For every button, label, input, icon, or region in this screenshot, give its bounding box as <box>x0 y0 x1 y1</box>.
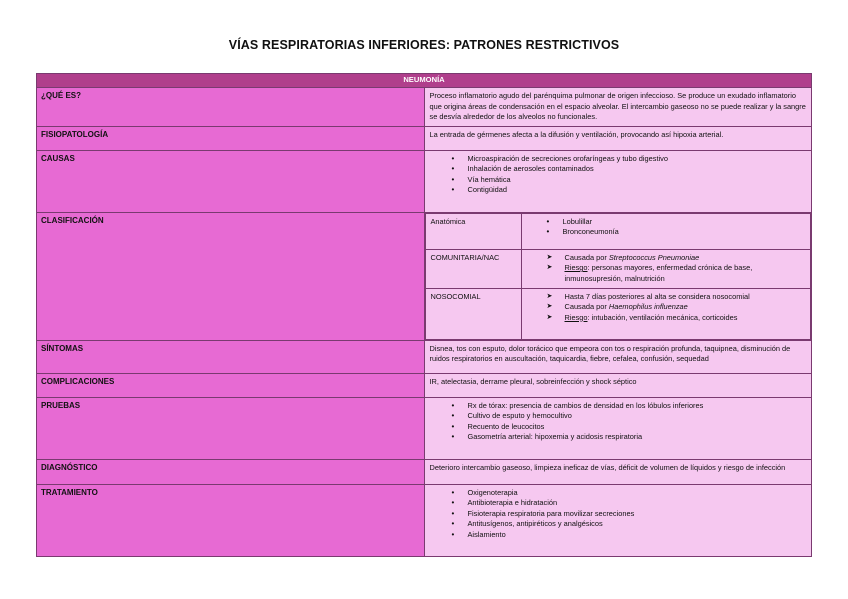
sub-value-nosocomial <box>521 288 811 339</box>
neumonia-table <box>36 73 812 557</box>
list-item: • Contigüidad <box>452 185 807 196</box>
anatomica-list <box>527 217 806 238</box>
row-causas <box>37 150 812 212</box>
page-title: VÍAS RESPIRATORIAS INFERIORES: PATRONES RESTRICTIVOS <box>228 38 620 52</box>
list-item: • Bronconeumonía <box>547 227 806 238</box>
list-item <box>547 313 806 324</box>
row-pruebas <box>37 397 812 459</box>
table-header-row <box>37 74 812 88</box>
pruebas-list <box>430 401 807 443</box>
value-sintomas: Disnea, tos con esputo, dolor torácico que empeora con tos o respiración profunda, taquipnea, disminución de ruidos respiratorios en auscultación, taquicardia, fiebre, cefalea, confusión, sequedad <box>424 340 812 373</box>
list-item: • Lobulillar <box>547 217 806 228</box>
sub-value-anatomica <box>521 213 811 249</box>
label-tratamiento: TRATAMIENTO <box>37 484 425 556</box>
nosocomial-list <box>527 292 806 324</box>
label-complicaciones: COMPLICACIONES <box>37 373 425 397</box>
sub-value-comunitaria <box>521 249 811 288</box>
list-item: • Gasometría arterial: hipoxemia y acidosis respiratoria <box>452 432 807 443</box>
riesgo-text: : personas mayores, enfermedad crónica de base, inmunosupresión, malnutrición <box>564 263 753 283</box>
row-clasificacion <box>37 212 812 340</box>
riesgo-label: Riesgo <box>564 263 588 272</box>
list-item <box>547 253 806 264</box>
value-pruebas <box>424 397 812 459</box>
list-item: • Microaspiración de secreciones orofaríngeas y tubo digestivo <box>452 154 807 165</box>
list-item: • Inhalación de aerosoles contaminados <box>452 164 807 175</box>
label-pruebas: PRUEBAS <box>37 397 425 459</box>
value-clasificacion <box>424 212 812 340</box>
sub-row-anatomica <box>425 213 811 249</box>
organism-name: Streptococcus Pneumoniae <box>608 252 700 262</box>
value-fisiopatologia: La entrada de gérmenes afecta a la difusión y ventilación, provocando así hipoxia arterial. <box>424 126 812 150</box>
organism-name: Haemophilus influenzae <box>608 302 688 311</box>
tratamiento-list <box>430 488 807 541</box>
row-sintomas <box>37 340 812 373</box>
sub-label-nosocomial: NOSOCOMIAL <box>425 288 521 339</box>
list-item: • Cultivo de esputo y hemocultivo <box>452 411 807 422</box>
label-fisiopatologia: FISIOPATOLOGÍA <box>37 126 425 150</box>
causas-list <box>430 154 807 196</box>
label-sintomas: SÍNTOMAS <box>37 340 425 373</box>
list-item: • Vía hemática <box>452 175 807 186</box>
value-diagnostico: Deterioro intercambio gaseoso, limpieza ineficaz de vías, déficit de volumen de líquidos y riesgo de infección <box>424 459 812 484</box>
row-fisiopatologia <box>37 126 812 150</box>
list-item: • Rx de tórax: presencia de cambios de densidad en los lóbulos inferiores <box>452 401 807 412</box>
riesgo-label: Riesgo <box>564 312 588 322</box>
comunitaria-list <box>527 253 806 285</box>
row-diagnostico <box>37 459 812 484</box>
value-tratamiento <box>424 484 812 556</box>
label-que-es: ¿QUÉ ES? <box>37 88 425 127</box>
riesgo-text: : intubación, ventilación mecánica, corticoides <box>587 312 738 322</box>
value-causas <box>424 150 812 212</box>
row-tratamiento <box>37 484 812 556</box>
sub-row-comunitaria <box>425 249 811 288</box>
list-item: • Recuento de leucocitos <box>452 422 807 433</box>
list-item <box>547 263 806 284</box>
row-complicaciones <box>37 373 812 397</box>
clasificacion-subtable <box>425 213 812 340</box>
causa-prefix: Causada por <box>564 302 609 311</box>
list-item: • Antibioterapia e hidratación <box>452 498 807 509</box>
list-item <box>547 302 806 313</box>
list-item: • Fisioterapia respiratoria para movilizar secreciones <box>452 509 807 520</box>
value-complicaciones: IR, atelectasia, derrame pleural, sobreinfección y shock séptico <box>424 373 812 397</box>
value-que-es: Proceso inflamatorio agudo del parénquima pulmonar de origen infeccioso. Se produce un exudado inflamatorio que origina áreas de condensación en el espacio alveolar. El intercambio gaseoso no se puede realizar y la sangre se desvía alrededor de los alveolos no funcionales. <box>424 88 812 127</box>
table-header: NEUMONÍA <box>37 74 812 88</box>
label-causas: CAUSAS <box>37 150 425 212</box>
row-que-es <box>37 88 812 127</box>
list-item: ➤ Hasta 7 días posteriores al alta se considera nosocomial <box>547 292 806 303</box>
sub-label-anatomica: Anatómica <box>425 213 521 249</box>
list-item: • Oxigenoterapia <box>452 488 807 499</box>
list-item: • Antitusígenos, antipiréticos y analgésicos <box>452 519 807 530</box>
label-clasificacion: CLASIFICACIÓN <box>37 212 425 340</box>
sub-row-nosocomial <box>425 288 811 339</box>
causa-prefix: Causada por <box>564 252 609 262</box>
sub-label-comunitaria: COMUNITARIA/NAC <box>425 249 521 288</box>
label-diagnostico: DIAGNÓSTICO <box>37 459 425 484</box>
list-item: • Aislamiento <box>452 530 807 541</box>
